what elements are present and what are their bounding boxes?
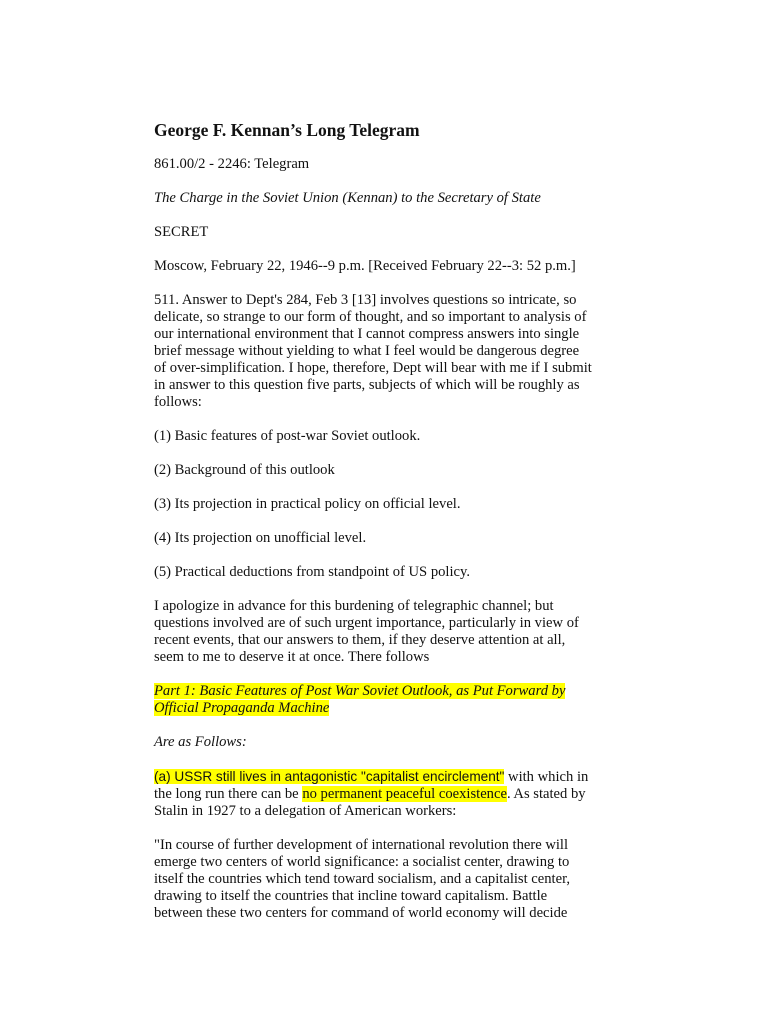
document-subtitle: The Charge in the Soviet Union (Kennan) to the Secretary of State (154, 190, 541, 206)
list-item: (4) Its projection on unofficial level. (154, 530, 367, 546)
highlighted-text: Official Propaganda Machine (154, 700, 330, 716)
document-page (154, 118, 624, 922)
paragraph-line (154, 786, 624, 803)
paragraph-line: "In course of further development of international revolution there will (154, 837, 569, 853)
list-item: (5) Practical deductions from standpoint of US policy. (154, 564, 470, 580)
paragraph-line: emerge two centers of world significance: a socialist center, drawing to (154, 854, 570, 870)
paragraph-line: brief message without yielding to what I feel would be dangerous degree (154, 343, 580, 359)
paragraph-line: drawing to itself the countries that incline toward capitalism. Battle (154, 888, 548, 904)
paragraph-line: Stalin in 1927 to a delegation of American workers: (154, 803, 457, 819)
paragraph-line: itself the countries which tend toward socialism, and a capitalist center, (154, 871, 571, 887)
paragraph-line: questions involved are of such urgent importance, particularly in view of (154, 615, 579, 631)
highlighted-text: no permanent peaceful coexistence (302, 786, 507, 802)
document-title: George F. Kennan’s Long Telegram (154, 120, 420, 140)
text-run: . As stated by (506, 786, 586, 802)
paragraph-line: between these two centers for command of world economy will decide (154, 905, 568, 921)
paragraph-line: I apologize in advance for this burdening of telegraphic channel; but (154, 598, 554, 614)
list-item: (3) Its projection in practical policy on official level. (154, 496, 461, 512)
classification-label: SECRET (154, 224, 209, 240)
point-a-paragraph (154, 768, 624, 820)
are-as-follows: Are as Follows: (154, 734, 247, 750)
text-run: with which in (504, 769, 589, 785)
dateline: Moscow, February 22, 1946--9 p.m. [Received February 22--3: 52 p.m.] (154, 258, 576, 274)
stalin-quote (154, 837, 624, 922)
telegram-reference: 861.00/2 - 2246: Telegram (154, 156, 310, 172)
paragraph-line (154, 768, 624, 786)
list-item: (1) Basic features of post-war Soviet outlook. (154, 428, 421, 444)
paragraph-line: recent events, that our answers to them, if they deserve attention at all, (154, 632, 566, 648)
paragraph-line: of over-simplification. I hope, therefore, Dept will bear with me if I submit (154, 360, 592, 376)
highlighted-text: Part 1: Basic Features of Post War Soviet Outlook, as Put Forward by (154, 683, 566, 699)
paragraph-line: our international environment that I cannot compress answers into single (154, 326, 580, 342)
paragraph-line: in answer to this question five parts, subjects of which will be roughly as (154, 377, 580, 393)
paragraph-line: follows: (154, 394, 202, 410)
paragraph-line: 511. Answer to Dept's 284, Feb 3 [13] involves questions so intricate, so (154, 292, 577, 308)
highlighted-text: (a) USSR still lives in antagonistic "capitalist encirclement" (154, 769, 505, 784)
apology-paragraph (154, 598, 624, 666)
paragraph-line: delicate, so strange to our form of thought, and so important to analysis of (154, 309, 587, 325)
part1-heading (154, 683, 624, 717)
text-run: the long run there can be (154, 786, 303, 802)
intro-paragraph (154, 292, 624, 411)
paragraph-line: seem to me to deserve it at once. There follows (154, 649, 430, 665)
list-item: (2) Background of this outlook (154, 462, 335, 478)
